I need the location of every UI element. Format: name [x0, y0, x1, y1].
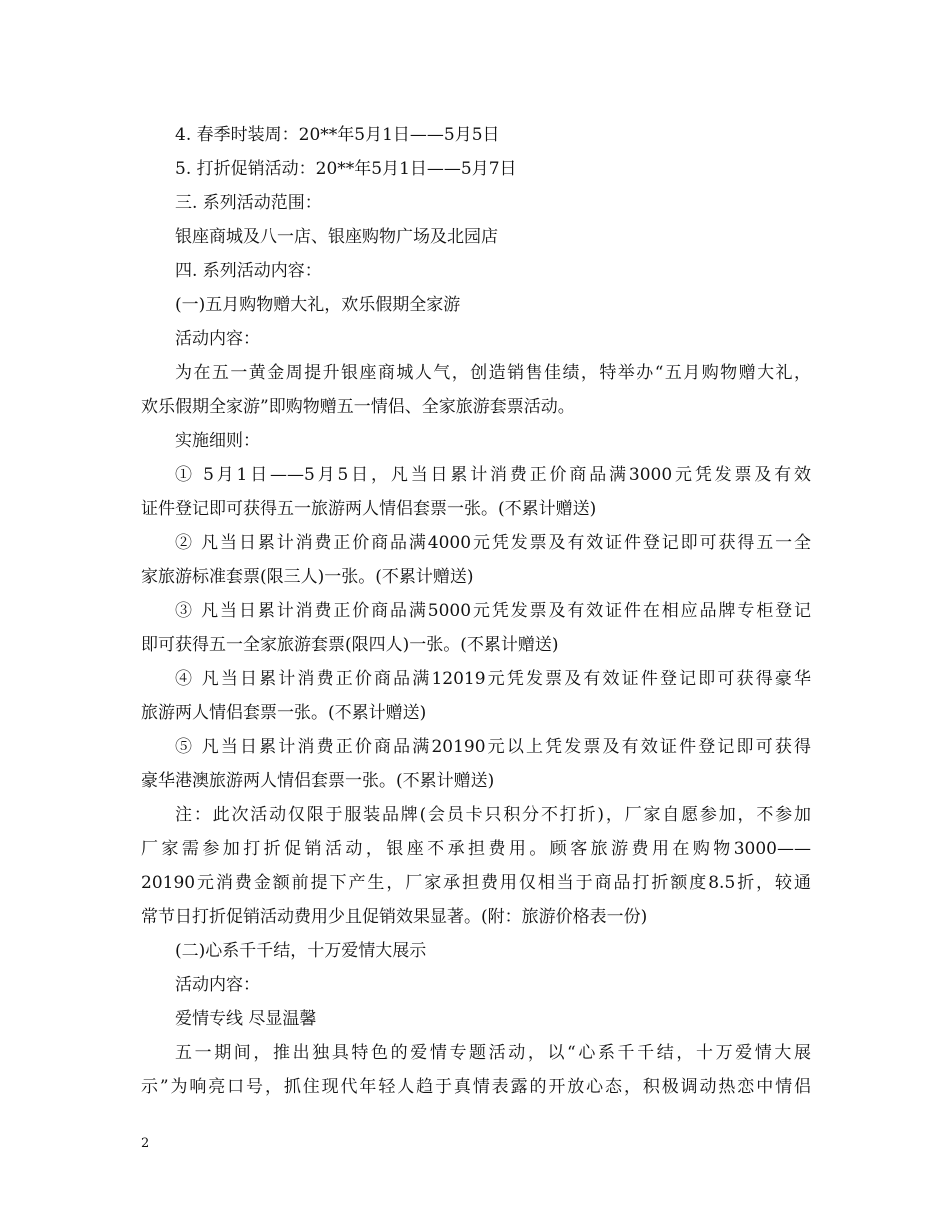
rule-item: ④ 凡当日累计消费正价商品满12019元凭发票及有效证件登记即可获得豪华 — [175, 669, 811, 689]
note-line: 常节日打折促销活动费用少且促销效果显著。(附：旅游价格表一份) — [141, 907, 648, 927]
page-number: 2 — [141, 1136, 150, 1151]
text-line: 豪华港澳旅游两人情侣套票一张。(不累计赠送) — [141, 771, 495, 791]
note-line: 厂家需参加打折促销活动，银座不承担费用。顾客旅游费用在购物3000—— — [141, 839, 811, 859]
note-line: 20190元消费金额前提下产生，厂家承担费用仅相当于商品打折额度8.5折，较通 — [141, 873, 811, 893]
subsection-heading: (二)心系千千结，十万爱情大展示 — [175, 941, 427, 961]
text-line: 为在五一黄金周提升银座商城人气，创造销售佳绩，特举办“五月购物赠大礼， — [175, 363, 811, 383]
text-line: 欢乐假期全家游”即购物赠五一情侣、全家旅游套票活动。 — [141, 397, 575, 417]
rule-item: ② 凡当日累计消费正价商品满4000元凭发票及有效证件登记即可获得五一全 — [175, 533, 811, 553]
text-line: 五一期间，推出独具特色的爱情专题活动，以“心系千千结，十万爱情大展 — [175, 1043, 811, 1063]
section-heading: 三. 系列活动范围： — [175, 193, 322, 213]
text-line: 证件登记即可获得五一旅游两人情侣套票一张。(不累计赠送) — [141, 499, 597, 519]
text-line: 即可获得五一全家旅游套票(限四人)一张。(不累计赠送) — [141, 635, 559, 655]
text-line: 示”为响亮口号，抓住现代年轻人趋于真情表露的开放心态，积极调动热恋中情侣 — [141, 1077, 811, 1097]
subsection-heading: (一)五月购物赠大礼，欢乐假期全家游 — [175, 295, 461, 315]
text-line: 5. 打折促销活动：20**年5月1日——5月7日 — [175, 159, 517, 179]
text-line: 活动内容： — [175, 329, 260, 349]
section-heading: 四. 系列活动内容： — [175, 261, 322, 281]
text-line: 爱情专线 尽显温馨 — [175, 1009, 317, 1029]
document-body — [141, 118, 811, 1104]
rule-item: ① 5月1日——5月5日，凡当日累计消费正价商品满3000元凭发票及有效 — [175, 465, 811, 485]
note-line: 注：此次活动仅限于服装品牌(会员卡只积分不打折)，厂家自愿参加，不参加 — [175, 805, 811, 825]
text-line: 家旅游标准套票(限三人)一张。(不累计赠送) — [141, 567, 474, 587]
text-line: 旅游两人情侣套票一张。(不累计赠送) — [141, 703, 427, 723]
text-line: 4. 春季时装周：20**年5月1日——5月5日 — [175, 125, 500, 145]
text-line: 实施细则： — [175, 431, 260, 451]
rule-item: ⑤ 凡当日累计消费正价商品满20190元以上凭发票及有效证件登记即可获得 — [175, 737, 811, 757]
text-line: 银座商城及八一店、银座购物广场及北园店 — [175, 227, 498, 247]
text-line: 活动内容： — [175, 975, 260, 995]
rule-item: ③ 凡当日累计消费正价商品满5000元凭发票及有效证件在相应品牌专柜登记 — [175, 601, 811, 621]
